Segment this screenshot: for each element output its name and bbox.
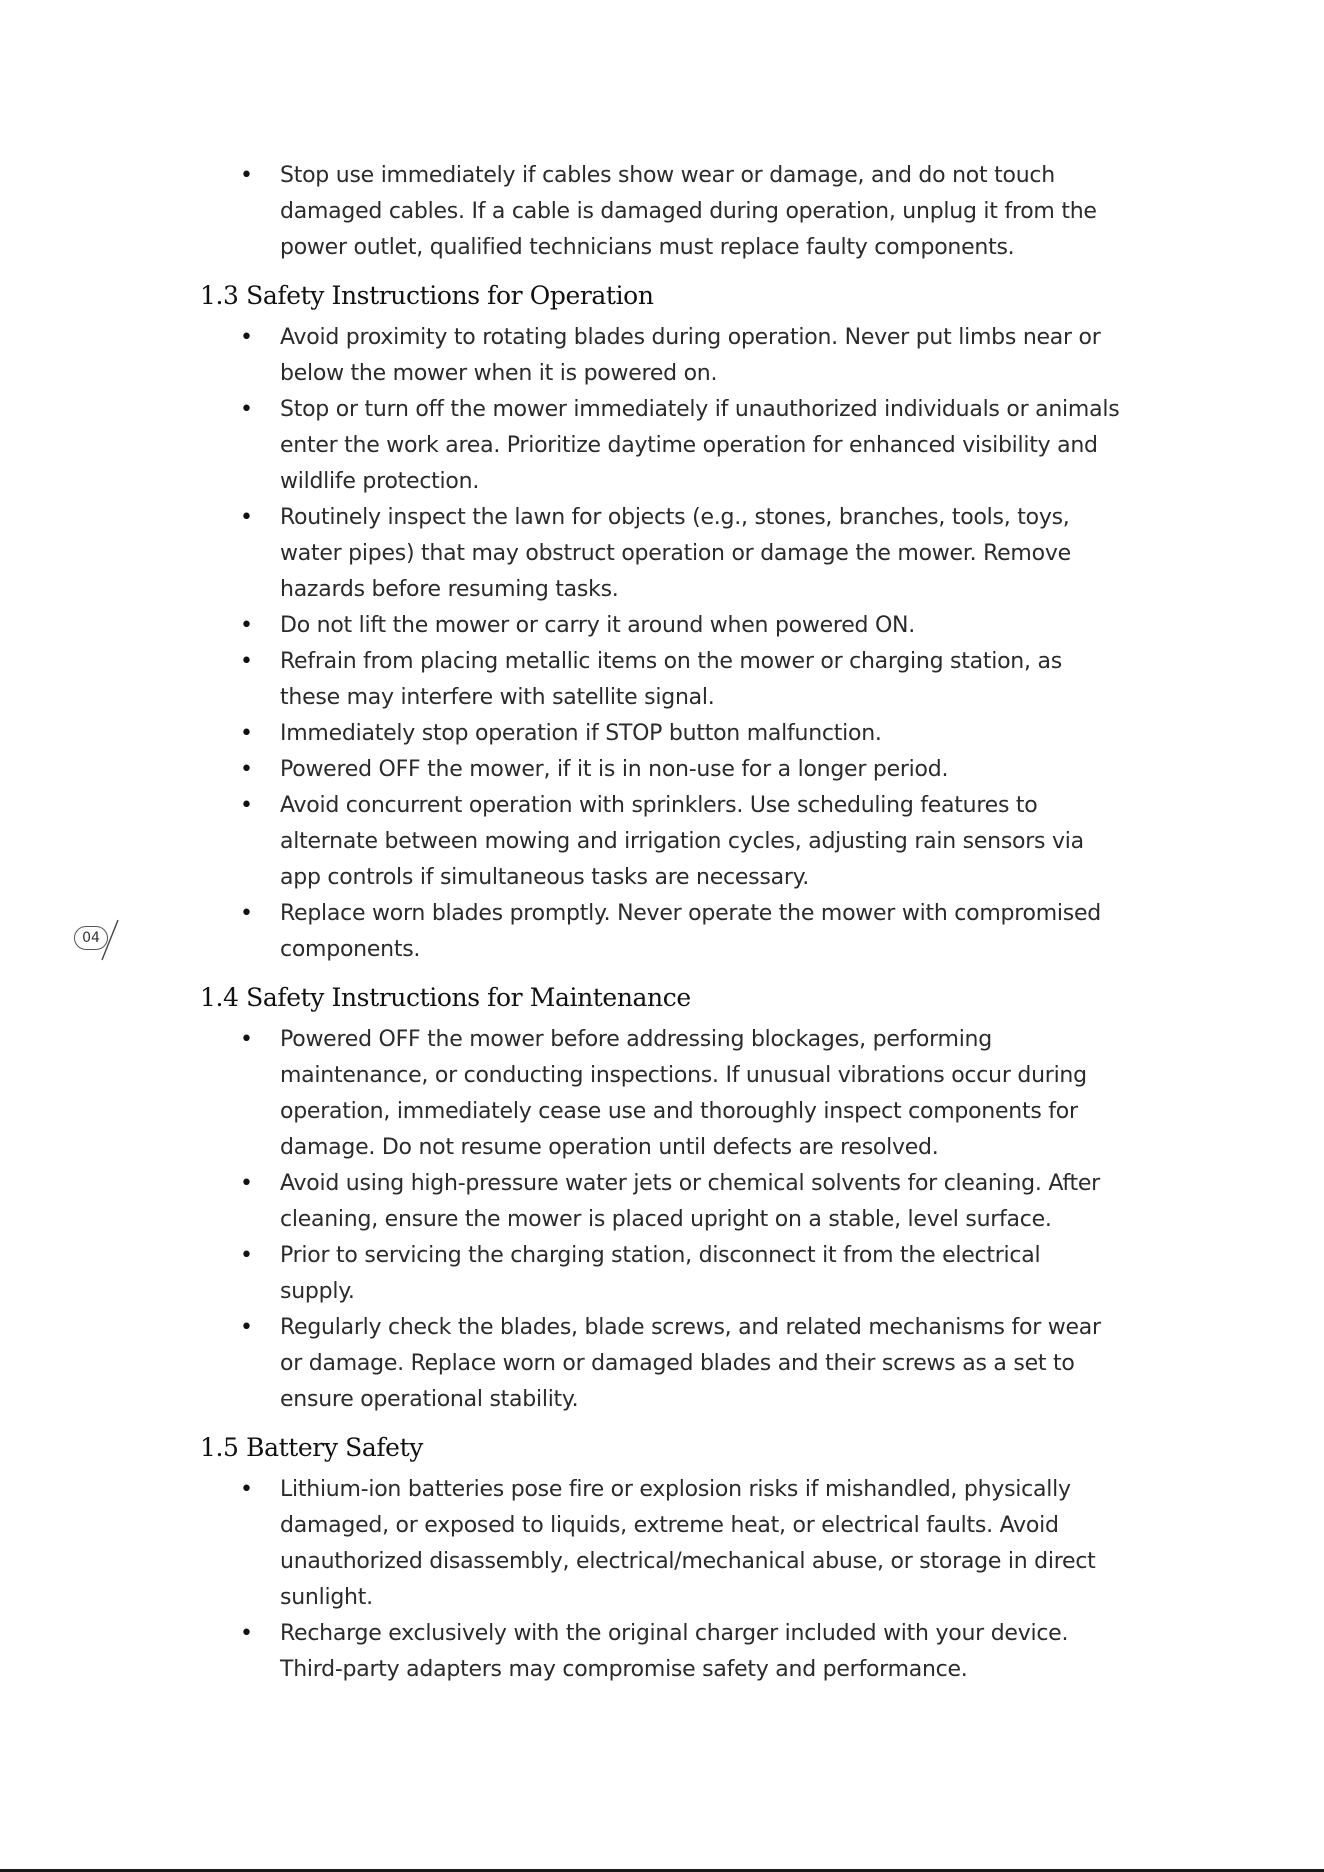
list-item: [200, 1616, 1120, 1688]
page-number: 04: [74, 926, 108, 950]
bullet-icon: •: [240, 721, 253, 746]
bullet-list: [200, 1472, 1120, 1688]
bullet-icon: •: [240, 505, 253, 530]
slash-mark-icon: [98, 918, 122, 962]
bullet-icon: •: [240, 793, 253, 818]
list-item-text: Do not lift the mower or carry it around when powered ON.: [280, 613, 915, 638]
list-item: [200, 1472, 1120, 1616]
section-heading: 1.5 Battery Safety: [200, 1433, 423, 1462]
list-item: [200, 608, 1120, 644]
bullet-icon: •: [240, 1243, 253, 1268]
list-item-text: Powered OFF the mower, if it is in non-use for a longer period.: [280, 757, 949, 782]
bullet-list: [200, 1022, 1120, 1418]
list-item-text: Avoid concurrent operation with sprinklers. Use scheduling features to alternate between mowing and irrigation cycles, adjusting rain sensors via app controls if simultaneous tasks are necessary.: [280, 793, 1084, 890]
section-battery: [200, 1430, 1120, 1688]
list-item: [200, 392, 1120, 500]
list-item-text: Prior to servicing the charging station, disconnect it from the electrical supply.: [280, 1243, 1041, 1304]
page-number-badge: [68, 918, 124, 962]
list-item: [200, 788, 1120, 896]
bullet-icon: •: [240, 325, 253, 350]
list-item: [200, 752, 1120, 788]
list-item: [200, 320, 1120, 392]
list-item-text: Immediately stop operation if STOP button malfunction.: [280, 721, 882, 746]
list-item-text: Avoid proximity to rotating blades during operation. Never put limbs near or below the mower when it is powered on.: [280, 325, 1101, 386]
list-item-text: Stop use immediately if cables show wear or damage, and do not touch damaged cables. If a cable is damaged during operation, unplug it from the power outlet, qualified technicians must replace faulty components.: [280, 163, 1097, 260]
section-maintenance: [200, 980, 1120, 1418]
bullet-icon: •: [240, 1027, 253, 1052]
bullet-icon: •: [240, 397, 253, 422]
list-item-text: Powered OFF the mower before addressing blockages, performing maintenance, or conducting inspections. If unusual vibrations occur during operation, immediately cease use and thoroughly inspect components for damage. Do not resume operation until defects are resolved.: [280, 1027, 1087, 1160]
page-content: [200, 158, 1120, 1688]
bullet-icon: •: [240, 1477, 253, 1502]
list-item-text: Stop or turn off the mower immediately if unauthorized individuals or animals enter the work area. Prioritize daytime operation for enhanced visibility and wildlife protection.: [280, 397, 1120, 494]
list-item-text: Lithium-ion batteries pose fire or explosion risks if mishandled, physically damaged, or exposed to liquids, extreme heat, or electrical faults. Avoid unauthorized disassembly, electrical/mechanical abuse, or storage in direct sunlight.: [280, 1477, 1096, 1610]
list-item-text: Replace worn blades promptly. Never operate the mower with compromised components.: [280, 901, 1101, 962]
bullet-icon: •: [240, 901, 253, 926]
list-item-text: Routinely inspect the lawn for objects (e.g., stones, branches, tools, toys, water pipes) that may obstruct operation or damage the mower. Remove hazards before resuming tasks.: [280, 505, 1071, 602]
list-item: [200, 644, 1120, 716]
intro-list: [200, 158, 1120, 266]
bullet-icon: •: [240, 757, 253, 782]
list-item-text: Regularly check the blades, blade screws, and related mechanisms for wear or damage. Replace worn or damaged blades and their screws as a set to ensure operational stability.: [280, 1315, 1101, 1412]
list-item-text: Avoid using high-pressure water jets or chemical solvents for cleaning. After cleaning, ensure the mower is placed upright on a stable, level surface.: [280, 1171, 1100, 1232]
list-item: [200, 158, 1120, 266]
list-item-text: Recharge exclusively with the original charger included with your device. Third-party adapters may compromise safety and performance.: [280, 1621, 1069, 1682]
list-item: [200, 1166, 1120, 1238]
bullet-icon: •: [240, 1171, 253, 1196]
section-heading: 1.4 Safety Instructions for Maintenance: [200, 983, 691, 1012]
bullet-list: [200, 320, 1120, 968]
section-heading: 1.3 Safety Instructions for Operation: [200, 281, 654, 310]
list-item-text: Refrain from placing metallic items on the mower or charging station, as these may interfere with satellite signal.: [280, 649, 1062, 710]
bullet-icon: •: [240, 163, 253, 188]
bullet-icon: •: [240, 613, 253, 638]
list-item: [200, 1310, 1120, 1418]
list-item: [200, 500, 1120, 608]
list-item: [200, 716, 1120, 752]
section-operation: [200, 278, 1120, 968]
list-item: [200, 1238, 1120, 1310]
bullet-icon: •: [240, 649, 253, 674]
bullet-icon: •: [240, 1621, 253, 1646]
list-item: [200, 896, 1120, 968]
list-item: [200, 1022, 1120, 1166]
bullet-icon: •: [240, 1315, 253, 1340]
